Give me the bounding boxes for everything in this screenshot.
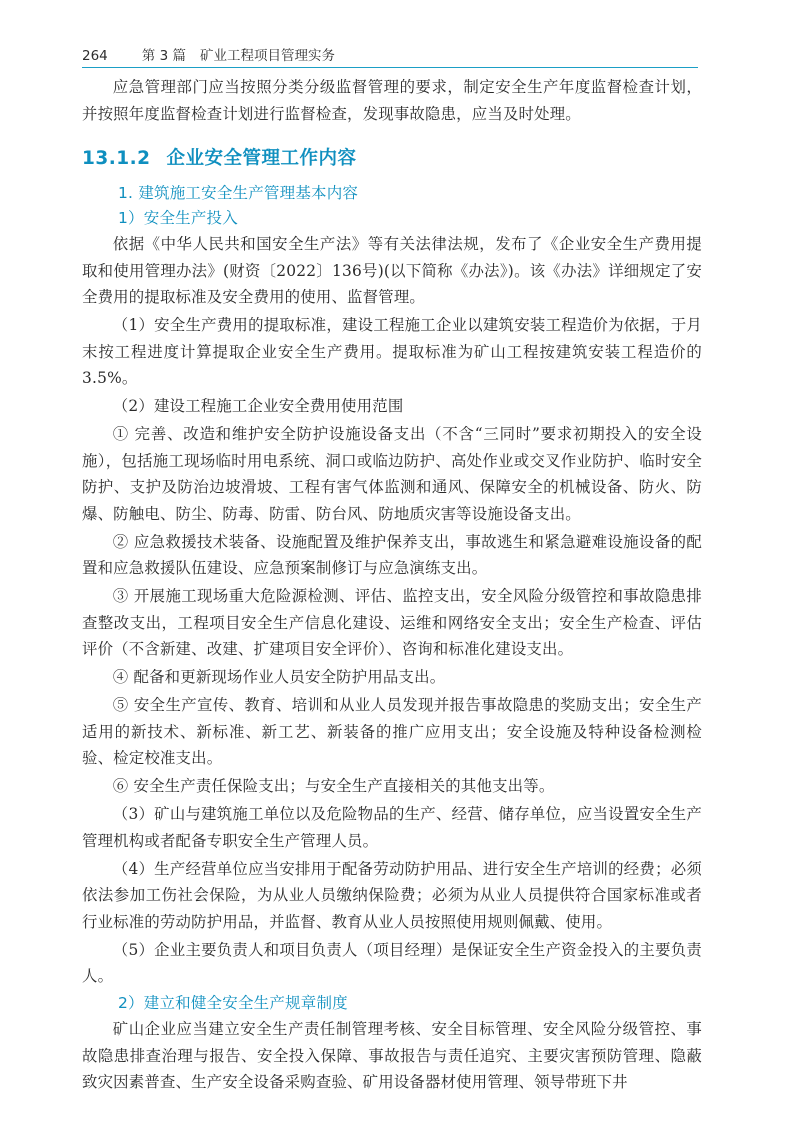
section-heading — [82, 146, 702, 172]
section-number: 13.1.2 — [82, 148, 151, 169]
paragraph: （5）企业主要负责人和项目负责人（项目经理）是保证安全生产资金投入的主要负责人。 — [82, 940, 702, 985]
paragraph: 依据《中华人民共和国安全生产法》等有关法律法规，发布了《企业安全生产费用提取和使用管理办法》(财资〔2022〕136号)(以下简称《办法》)。该《办法》详细规定了安全费用的提取标准及安全费用的使用、监督管理。 — [82, 235, 702, 306]
paragraph: ② 应急救援技术装备、设施配置及维护保养支出，事故逃生和紧急避难设施设备的配置和应急救援队伍建设、应急预案制修订与应急演练支出。 — [82, 532, 702, 577]
section-title: 企业安全管理工作内容 — [166, 148, 357, 169]
paragraph: ⑥ 安全生产责任保险支出；与安全生产直接相关的其他支出等。 — [112, 777, 555, 795]
chapter-label: 第 3 篇 — [141, 48, 186, 64]
intro-paragraph: 应急管理部门应当按照分类分级监督管理的要求，制定安全生产年度监督检查计划，并按照年度监督检查计划进行监督检查，发现事故隐患，应当及时处理。 — [82, 78, 702, 123]
paragraph: （2）建设工程施工企业安全费用使用范围 — [112, 397, 404, 415]
paragraph: ③ 开展施工现场重大危险源检测、评估、监控支出，安全风险分级管控和事故隐患排查整改支出，工程项目安全生产信息化建设、运维和网络安全支出；安全生产检查、评估评价（不含新建、改建、扩建项目安全评价）、咨询和标准化建设支出。 — [82, 587, 702, 658]
paragraph: （3）矿山与建筑施工单位以及危险物品的生产、经营、储存单位，应当设置安全生产管理机构或者配备专职安全生产管理人员。 — [82, 805, 702, 850]
page-number: 264 — [82, 48, 108, 64]
paragraph: （1）安全生产费用的提取标准，建设工程施工企业以建筑安装工程造价为依据，于月末按工程进度计算提取企业安全生产费用。提取标准为矿山工程按建筑安装工程造价的 3.5%。 — [82, 316, 702, 387]
page-content — [82, 74, 702, 1096]
paragraph: ⑤ 安全生产宣传、教育、培训和从业人员发现并报告事故隐患的奖励支出；安全生产适用的新技术、新标准、新工艺、新装备的推广应用支出；安全设施及特种设备检测检验、检定校准支出。 — [82, 696, 702, 767]
paragraph: ① 完善、改造和维护安全防护设施设备支出（不含“三同时”要求初期投入的安全设施），包括施工现场临时用电系统、洞口或临边防护、高处作业或交叉作业防护、临时安全防护、支护及防治边坡滑坡、工程有害气体监测和通风、保障安全的机械设备、防火、防爆、防触电、防尘、防毒、防雷、防台风、防地质灾害等设施设备支出。 — [82, 425, 702, 523]
paragraph: ④ 配备和更新现场作业人员安全防护用品支出。 — [112, 668, 446, 686]
book-title: 矿业工程项目管理实务 — [199, 48, 335, 64]
paragraph: （4）生产经营单位应当安排用于配备劳动防护用品、进行安全生产培训的经费；必须依法参加工伤社会保险，为从业人员缴纳保险费；必须为从业人员提供符合国家标准或者行业标准的劳动防护用品，并监督、教育从业人员按照使用规则佩戴、使用。 — [82, 859, 702, 931]
paragraph: 矿山企业应当建立安全生产责任制管理考核、安全目标管理、安全风险分级管控、事故隐患排查治理与报告、安全投入保障、事故报告与责任追究、主要灾害预防管理、隐蔽致灾因素普查、生产安全设备采购查验、矿用设备器材使用管理、领导带班下井 — [82, 1020, 702, 1091]
subheading-1-1: 1）安全生产投入 — [118, 209, 238, 227]
subheading-1-2: 2）建立和健全安全生产规章制度 — [118, 994, 348, 1012]
page-header — [82, 44, 698, 68]
subheading-1: 1. 建筑施工安全生产管理基本内容 — [118, 184, 359, 202]
